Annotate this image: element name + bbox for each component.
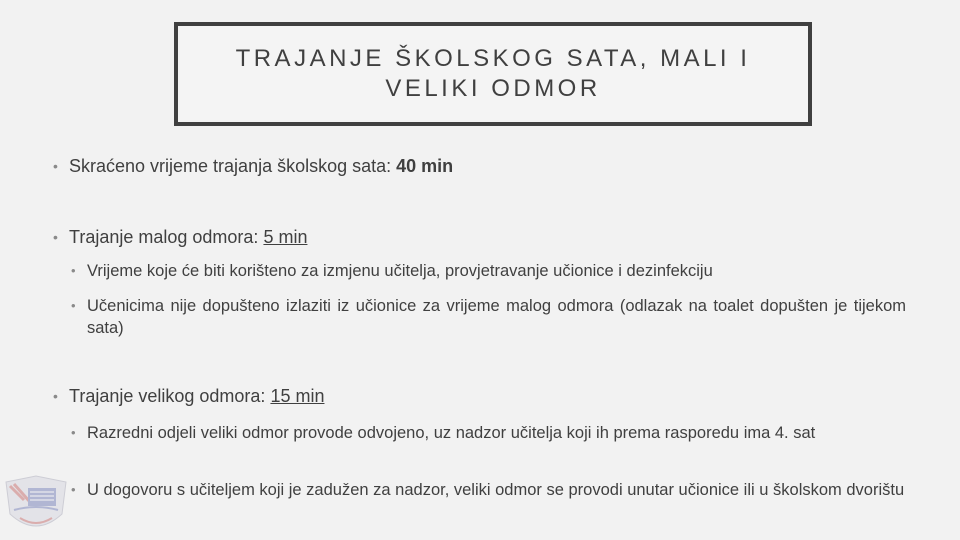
sub-bullet-dot: • [71,298,76,313]
bullet-dot: • [53,388,58,404]
bullet-value: 5 min [263,227,308,247]
sub-item-text: U dogovoru s učiteljem koji je zadužen za nadzor, veliki odmor se provodi unutar učionice ili u školskom dvorištu [87,481,905,499]
bullet-value: 15 min [270,386,325,406]
bullet-item-3 [53,385,325,407]
sub-item-text: Vrijeme koje će biti korišteno za izmjenu učitelja, provjetravanje učionice i dezinfekciju [87,262,713,280]
bullet-text: Trajanje malog odmora: [69,227,264,247]
sub-item-text: Učenicima nije dopušteno izlaziti iz učionice za vrijeme malog odmora (odlazak na toalet dopušten je tijekom sata) [87,297,906,337]
sub-item-2-2 [71,295,906,339]
sub-item-text: Razredni odjeli veliki odmor provode odvojeno, uz nadzor učitelja koji ih prema rasporedu ima 4. sat [87,424,816,442]
sub-bullet-dot: • [71,482,76,497]
slide-title-line2: VELIKI ODMOR [385,75,601,102]
bullet-text: Skraćeno vrijeme trajanja školskog sata: [69,156,397,176]
sub-bullet-dot: • [71,425,76,440]
sub-item-2-1 [71,260,887,282]
sub-item-3-2 [71,479,906,501]
bullet-item-1 [53,155,454,177]
bullet-item-2 [53,226,308,248]
bullet-value: 40 min [396,156,454,176]
school-logo [0,474,72,540]
sub-bullet-dot: • [71,263,76,278]
bullet-dot: • [53,229,58,245]
sub-item-3-1 [71,422,906,444]
bullet-text: Trajanje velikog odmora: [69,386,271,406]
bullet-dot: • [53,158,58,174]
school-logo-icon [0,474,72,540]
slide-title-line1: TRAJANJE ŠKOLSKOG SATA, MALI I [235,45,751,72]
